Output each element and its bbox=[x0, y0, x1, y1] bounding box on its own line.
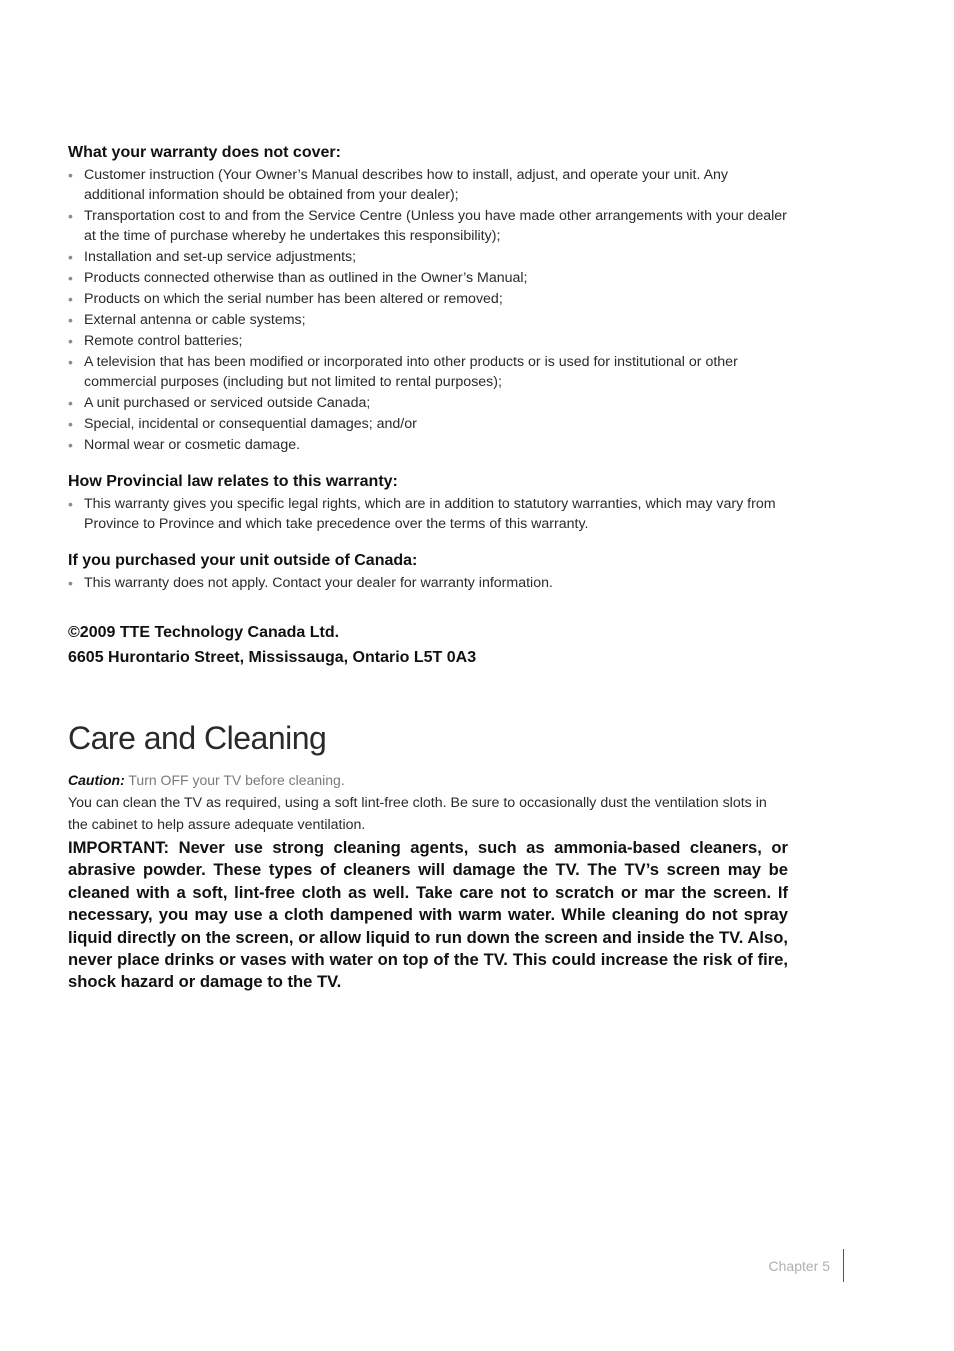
warranty-not-cover-list bbox=[68, 165, 788, 455]
bullet-icon: • bbox=[68, 333, 73, 349]
bullet-icon: • bbox=[68, 395, 73, 411]
caution-label: Caution: bbox=[68, 772, 125, 788]
caution-line bbox=[68, 769, 788, 791]
bullet-icon: • bbox=[68, 575, 73, 591]
bullet-icon: • bbox=[68, 312, 73, 328]
list-item: • Installation and set-up service adjustments; bbox=[68, 249, 357, 265]
bullet-icon: • bbox=[68, 270, 73, 286]
spacer bbox=[68, 535, 788, 551]
list-item: • Special, incidental or consequential damages; and/or bbox=[68, 416, 417, 432]
bullet-icon: • bbox=[68, 416, 73, 432]
list-item: • Transportation cost to and from the Service Centre (Unless you have made other arrangements with your dealer at the time of purchase whereby he undertakes this responsibility); bbox=[68, 208, 787, 244]
provincial-law-heading: How Provincial law relates to this warranty: bbox=[68, 473, 398, 490]
company-address: 6605 Hurontario Street, Mississauga, Ontario L5T 0A3 bbox=[68, 649, 477, 666]
list-item: • Products connected otherwise than as outlined in the Owner’s Manual; bbox=[68, 270, 528, 286]
spacer bbox=[68, 594, 788, 620]
spacer bbox=[68, 456, 788, 472]
list-item: • A television that has been modified or incorporated into other products or is used for institutional or other commercial purposes (including but not limited to rental purposes); bbox=[68, 354, 738, 390]
bullet-icon: • bbox=[68, 354, 73, 370]
list-item: • A unit purchased or serviced outside Canada; bbox=[68, 395, 371, 411]
care-cleaning-title: Care and Cleaning bbox=[68, 720, 327, 756]
list-item: • Normal wear or cosmetic damage. bbox=[68, 437, 301, 453]
caution-text: Turn OFF your TV before cleaning. bbox=[124, 772, 345, 788]
bullet-icon: • bbox=[68, 208, 73, 224]
company-name: ©2009 TTE Technology Canada Ltd. bbox=[68, 624, 340, 641]
list-item: • This warranty does not apply. Contact your dealer for warranty information. bbox=[68, 575, 553, 591]
list-item: • Remote control batteries; bbox=[68, 333, 243, 349]
chapter-label: Chapter 5 bbox=[768, 1258, 830, 1274]
list-item: • Products on which the serial number has been altered or removed; bbox=[68, 291, 503, 307]
list-item: • External antenna or cable systems; bbox=[68, 312, 306, 328]
warranty-content bbox=[68, 143, 788, 670]
bullet-icon: • bbox=[68, 249, 73, 265]
list-item: • Customer instruction (Your Owner’s Manual describes how to install, adjust, and operate your unit. Any additional information should be obtained from your dealer); bbox=[68, 167, 729, 203]
outside-canada-heading: If you purchased your unit outside of Canada: bbox=[68, 552, 418, 569]
provincial-law-list bbox=[68, 494, 788, 534]
care-cleaning-body bbox=[68, 769, 788, 994]
bullet-icon: • bbox=[68, 496, 73, 512]
cleaning-paragraph: You can clean the TV as required, using a soft lint-free cloth. Be sure to occasionally dust the ventilation slots in the cabinet to help assure adequate ventilation. bbox=[68, 795, 767, 833]
bullet-icon: • bbox=[68, 167, 73, 183]
list-item: • This warranty gives you specific legal rights, which are in addition to statutory warranties, which may vary from Province to Province and which take precedence over the terms of this warranty. bbox=[68, 496, 776, 532]
footer-divider bbox=[843, 1249, 844, 1282]
warranty-not-cover-heading: What your warranty does not cover: bbox=[68, 144, 341, 161]
outside-canada-list bbox=[68, 573, 788, 593]
important-notice: IMPORTANT: Never use strong cleaning agents, such as ammonia-based cleaners, or abrasive powder. These types of cleaners will damage the TV. The TV’s screen may be cleaned with a soft, lint-free cloth as well. Take care not to scratch or mar the screen. If necessary, you may use a cloth dampened with warm water. While cleaning do not spray liquid directly on the screen, or allow liquid to run down the screen and inside the TV. Also, never place drinks or vases with water on top of the TV. This could increase the risk of fire, shock hazard or damage to the TV. bbox=[68, 838, 788, 992]
bullet-icon: • bbox=[68, 437, 73, 453]
bullet-icon: • bbox=[68, 291, 73, 307]
